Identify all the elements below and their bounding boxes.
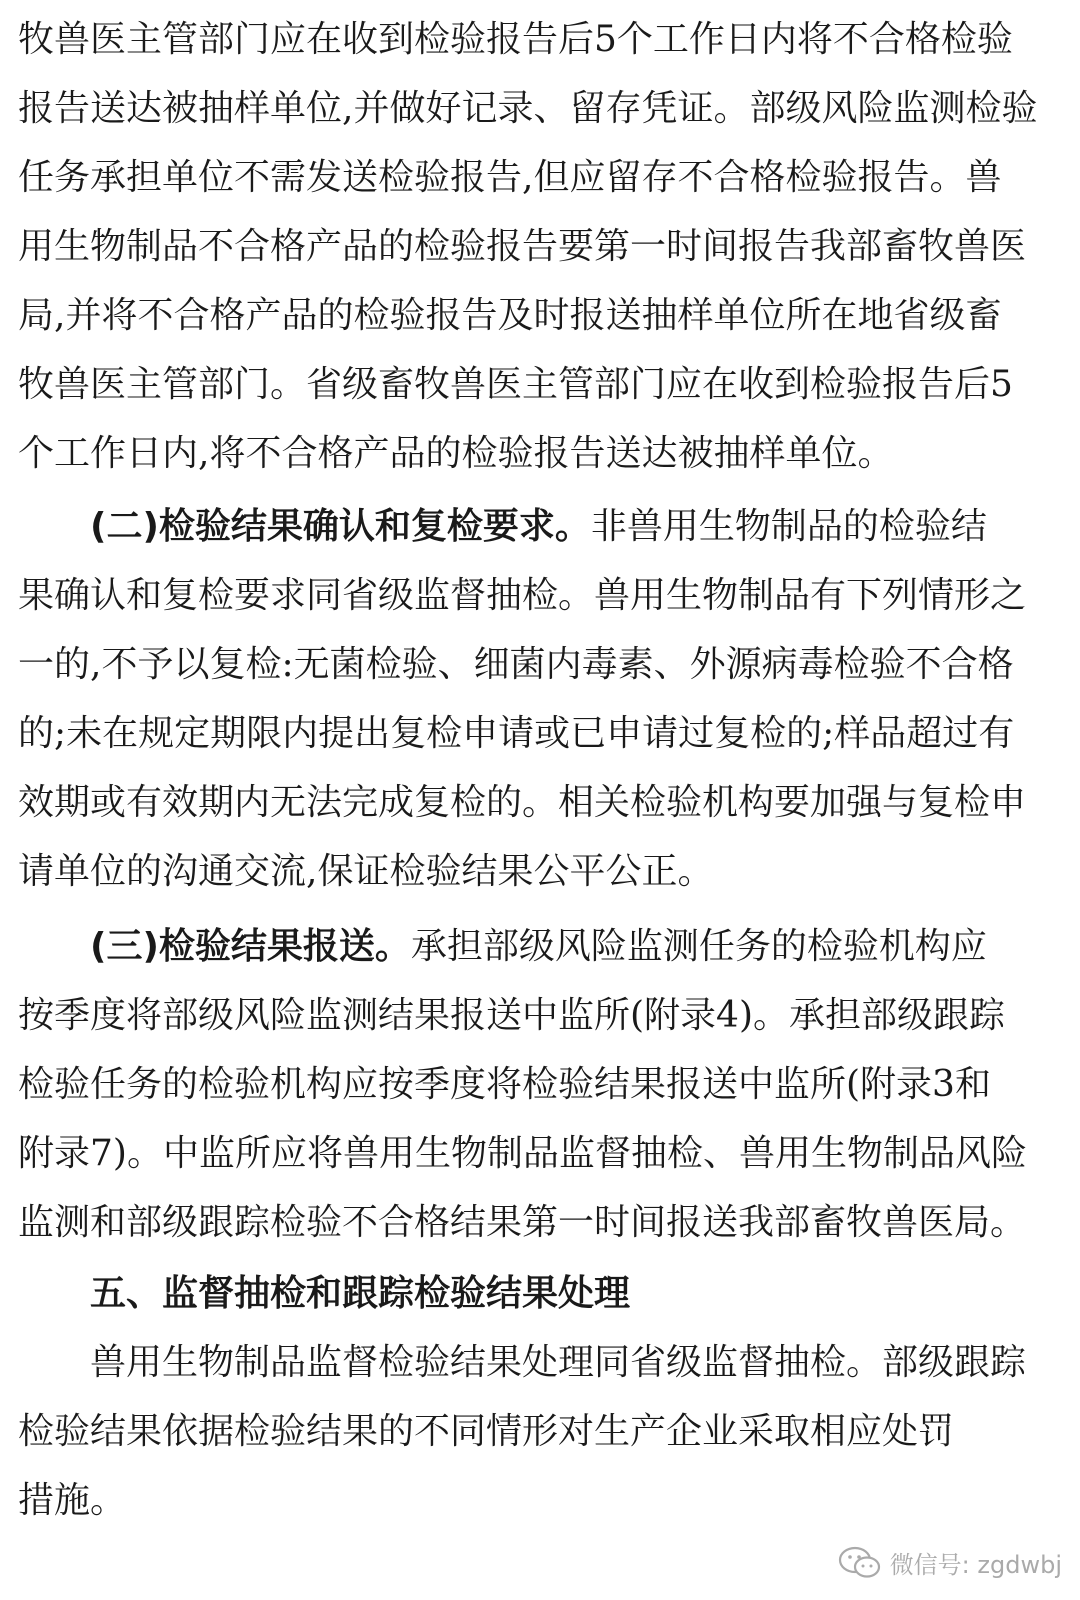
paragraph-line: 牧兽医主管部门应在收到检验报告后5个工作日内将不合格检验 bbox=[18, 19, 1013, 60]
paragraph-line: 兽用生物制品监督检验结果处理同省级监督抽检。部级跟踪 bbox=[90, 1342, 1027, 1383]
paragraph-line: 报告送达被抽样单位,并做好记录、留存凭证。部级风险监测检验 bbox=[18, 88, 1038, 129]
paragraph-line: 一的,不予以复检:无菌检验、细菌内毒素、外源病毒检验不合格 bbox=[18, 644, 1014, 685]
watermark bbox=[838, 1545, 1062, 1580]
section-2-heading: (二)检验结果确认和复检要求。 bbox=[90, 506, 591, 547]
section-5-heading: 五、监督抽检和跟踪检验结果处理 bbox=[90, 1273, 631, 1314]
paragraph-line: 效期或有效期内无法完成复检的。相关检验机构要加强与复检申 bbox=[18, 782, 1027, 823]
paragraph-line: 果确认和复检要求同省级监督抽检。兽用生物制品有下列情形之 bbox=[18, 575, 1027, 616]
paragraph-line: 局,并将不合格产品的检验报告及时报送抽样单位所在地省级畜 bbox=[18, 295, 1002, 336]
section-2-first-line bbox=[90, 505, 1062, 549]
paragraph-line: 任务承担单位不需发送检验报告,但应留存不合格检验报告。兽 bbox=[18, 157, 1002, 198]
section-3-first-line bbox=[90, 925, 1062, 969]
paragraph-line: 个工作日内,将不合格产品的检验报告送达被抽样单位。 bbox=[18, 433, 894, 474]
section-3-text: 承担部级风险监测任务的检验机构应 bbox=[410, 926, 987, 967]
paragraph-line: 牧兽医主管部门。省级畜牧兽医主管部门应在收到检验报告后5 bbox=[18, 364, 1013, 405]
wechat-icon bbox=[838, 1546, 882, 1580]
paragraph-line: 检验任务的检验机构应按季度将检验结果报送中监所(附录3和 bbox=[18, 1064, 991, 1105]
paragraph-line: 监测和部级跟踪检验不合格结果第一时间报送我部畜牧兽医局。 bbox=[18, 1202, 1027, 1243]
section-3-heading: (三)检验结果报送。 bbox=[90, 926, 411, 967]
section-2-text: 非兽用生物制品的检验结 bbox=[590, 506, 987, 547]
paragraph-line: 请单位的沟通交流,保证检验结果公平公正。 bbox=[18, 851, 714, 892]
paragraph-line: 检验结果依据检验结果的不同情形对生产企业采取相应处罚 bbox=[18, 1411, 955, 1452]
watermark-text: 微信号: zgdwbj bbox=[889, 1551, 1062, 1579]
paragraph-line: 措施。 bbox=[18, 1480, 127, 1521]
paragraph-line: 按季度将部级风险监测结果报送中监所(附录4)。承担部级跟踪 bbox=[18, 995, 1005, 1036]
paragraph-line: 的;未在规定期限内提出复检申请或已申请过复检的;样品超过有 bbox=[18, 713, 1015, 754]
paragraph-line: 用生物制品不合格产品的检验报告要第一时间报告我部畜牧兽医 bbox=[18, 226, 1027, 267]
paragraph-line: 附录7)。中监所应将兽用生物制品监督抽检、兽用生物制品风险 bbox=[18, 1133, 1027, 1174]
